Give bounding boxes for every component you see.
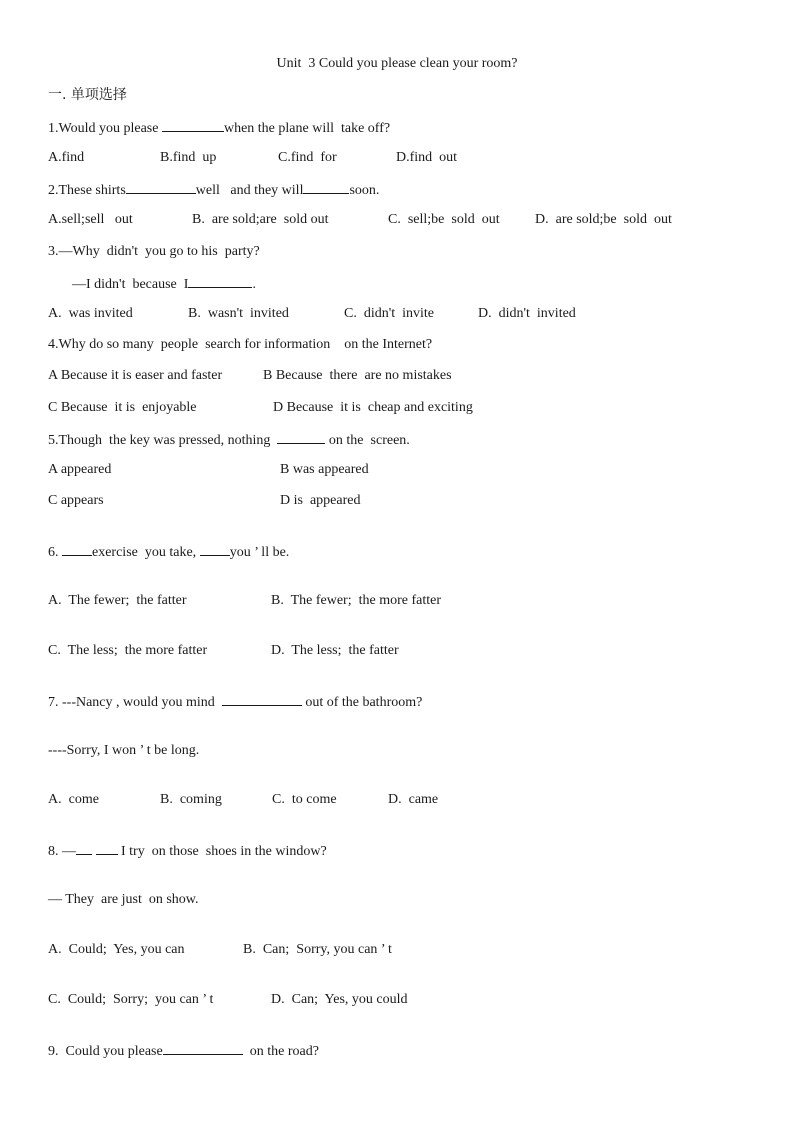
option-a[interactable]: A. was invited: [48, 306, 133, 321]
question-8-reply: — They are just on show.: [48, 892, 199, 907]
option-c[interactable]: C appears: [48, 493, 104, 508]
option-d[interactable]: D.find out: [396, 150, 458, 165]
question-3-stem: 3.—Why didn't you go to his party?: [48, 244, 260, 259]
answer-blank[interactable]: [188, 274, 252, 288]
option-d[interactable]: D. came: [388, 792, 439, 807]
question-3-reply: —I didn't because I .: [72, 274, 256, 294]
option-a[interactable]: A. come: [48, 792, 99, 807]
question-8-stem: 8. — I try on those shoes in the window?: [48, 841, 327, 861]
option-d[interactable]: D Because it is cheap and exciting: [273, 400, 473, 415]
option-d[interactable]: D is appeared: [280, 493, 361, 508]
option-c[interactable]: C Because it is enjoyable: [48, 400, 197, 415]
option-b[interactable]: B was appeared: [280, 462, 369, 477]
option-c[interactable]: C. to come: [272, 792, 337, 807]
question-5-stem: 5.Though the key was pressed, nothing on the screen.: [48, 430, 410, 450]
option-b[interactable]: B.find up: [160, 150, 217, 165]
option-c[interactable]: C. sell;be sold out: [388, 212, 500, 227]
option-b[interactable]: B. The fewer; the more fatter: [271, 593, 442, 608]
option-c[interactable]: C. Could; Sorry; you can ’ t: [48, 992, 214, 1007]
option-a[interactable]: A Because it is easer and faster: [48, 368, 223, 383]
section-heading: 一. 单项选择: [48, 87, 127, 103]
question-7-reply: ----Sorry, I won ’ t be long.: [48, 743, 200, 758]
question-1-stem: 1.Would you please when the plane will take off?: [48, 118, 390, 138]
question-2-stem: 2.These shirts well and they will soon.: [48, 180, 379, 200]
option-c[interactable]: C. didn't invite: [344, 306, 435, 321]
option-a[interactable]: A appeared: [48, 462, 112, 477]
answer-blank[interactable]: [126, 180, 196, 194]
option-b[interactable]: B. wasn't invited: [188, 306, 289, 321]
option-a[interactable]: A. Could; Yes, you can: [48, 942, 185, 957]
option-d[interactable]: D. The less; the fatter: [271, 643, 399, 658]
option-c[interactable]: C. The less; the more fatter: [48, 643, 208, 658]
option-a[interactable]: A.sell;sell out: [48, 212, 133, 227]
option-b[interactable]: B. are sold;are sold out: [192, 212, 329, 227]
answer-blank[interactable]: [62, 542, 92, 556]
option-d[interactable]: D. Can; Yes, you could: [271, 992, 408, 1007]
question-6-stem: 6. exercise you take, you ’ ll be.: [48, 542, 289, 562]
option-a[interactable]: A.find: [48, 150, 85, 165]
option-b[interactable]: B. coming: [160, 792, 222, 807]
answer-blank[interactable]: [76, 841, 92, 855]
option-d[interactable]: D. didn't invited: [478, 306, 576, 321]
option-a[interactable]: A. The fewer; the fatter: [48, 593, 187, 608]
option-c[interactable]: C.find for: [278, 150, 337, 165]
answer-blank[interactable]: [200, 542, 230, 556]
answer-blank[interactable]: [163, 1041, 243, 1055]
answer-blank[interactable]: [277, 430, 325, 444]
answer-blank[interactable]: [96, 841, 118, 855]
question-7-stem: 7. ---Nancy , would you mind out of the bathroom?: [48, 692, 422, 712]
option-d[interactable]: D. are sold;be sold out: [535, 212, 672, 227]
answer-blank[interactable]: [162, 118, 224, 132]
option-b[interactable]: B Because there are no mistakes: [263, 368, 452, 383]
question-9-stem: 9. Could you please on the road?: [48, 1041, 319, 1061]
option-b[interactable]: B. Can; Sorry, you can ’ t: [243, 942, 392, 957]
page-title: Unit 3 Could you please clean your room?: [276, 56, 518, 71]
answer-blank[interactable]: [303, 180, 349, 194]
question-4-stem: 4.Why do so many people search for information on the Internet?: [48, 337, 433, 352]
answer-blank[interactable]: [222, 692, 302, 706]
